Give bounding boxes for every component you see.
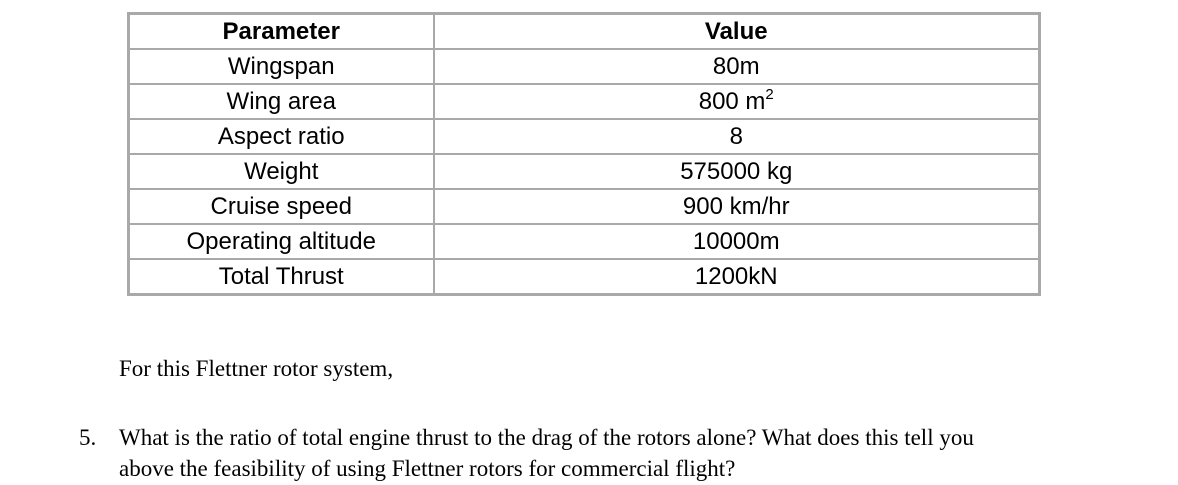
value-cell: 8 [434,119,1040,154]
value-cell: 80m [434,49,1040,84]
question-text [119,422,1139,484]
table-row [129,154,1040,189]
parameter-cell: Operating altitude [129,224,434,259]
table-row [129,224,1040,259]
parameter-table [127,12,1041,296]
value-cell: 1200kN [434,259,1040,295]
value-cell [434,84,1040,119]
intro-text: For this Flettner rotor system, [119,356,394,381]
question-number: 5. [79,425,97,450]
value-superscript: 2 [765,85,774,103]
parameter-cell: Cruise speed [129,189,434,224]
question-line: What is the ratio of total engine thrust to the drag of the rotors alone? What does this tell you [119,425,974,450]
table-row [129,119,1040,154]
table-row [129,259,1040,295]
parameter-cell: Wingspan [129,49,434,84]
header-parameter: Parameter [129,14,434,50]
value-cell: 10000m [434,224,1040,259]
question-item [79,422,1139,484]
table-row [129,49,1040,84]
header-value: Value [434,14,1040,50]
question-line: above the feasibility of using Flettner rotors for commercial flight? [119,456,736,481]
value-cell: 900 km/hr [434,189,1040,224]
table-row [129,189,1040,224]
value-text: 800 m [698,87,766,115]
table-row [129,84,1040,119]
parameter-cell: Total Thrust [129,259,434,295]
parameter-cell: Aspect ratio [129,119,434,154]
table-header-row [129,14,1040,50]
value-cell: 575000 kg [434,154,1040,189]
parameter-cell: Wing area [129,84,434,119]
parameter-cell: Weight [129,154,434,189]
